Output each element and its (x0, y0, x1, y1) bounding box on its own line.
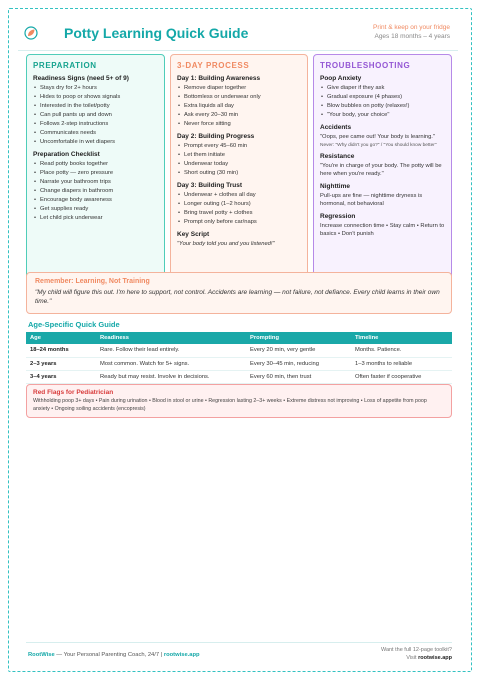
col-header-readiness: Readiness (96, 332, 246, 344)
table-row (26, 344, 452, 357)
regression-title: Regression (320, 212, 356, 220)
list-item: • Extra liquids all day (177, 102, 301, 111)
age-guide-title: Age-Specific Quick Guide (28, 320, 120, 329)
leaf-logo-icon (24, 26, 38, 40)
list-item: • Longer outing (1–2 hours) (177, 200, 301, 209)
red-flags-callout (26, 384, 452, 418)
list-item: • Place potty — zero pressure (33, 169, 158, 178)
poop-anxiety-list (320, 84, 445, 120)
day1-list (177, 84, 301, 129)
col-header-prompting: Prompting (246, 332, 351, 344)
table-cell: 2–3 years (26, 357, 96, 370)
list-item: • Ask every 20–30 min (177, 111, 301, 120)
header-notes (373, 24, 450, 40)
footer-cta: Want the full 12-page toolkit? (380, 647, 452, 653)
list-item: • Prompt only before car/naps (177, 218, 301, 227)
preparation-title: PREPARATION (33, 61, 97, 70)
remember-callout (26, 272, 452, 314)
accidents-text: "Oops, pee came out! Your body is learning." (320, 134, 435, 140)
list-item: • Stays dry for 2+ hours (33, 84, 158, 93)
nighttime-title: Nighttime (320, 182, 350, 190)
list-item: • Can pull pants up and down (33, 111, 158, 120)
readiness-title: Readiness Signs (need 5+ of 9) (33, 75, 129, 82)
process-title: 3-DAY PROCESS (177, 61, 250, 70)
red-flags-title: Red Flags for Pediatrician (33, 389, 114, 396)
list-item: • Read potty books together (33, 160, 158, 169)
list-item: • Change diapers in bathroom (33, 187, 158, 196)
list-item: • Give diaper if they ask (320, 84, 445, 93)
day2-title: Day 2: Building Progress (177, 133, 255, 140)
list-item: • Bring travel potty + clothes (177, 209, 301, 218)
troubleshooting-title: TROUBLESHOOTING (320, 61, 411, 70)
resistance-title: Resistance (320, 152, 355, 160)
day1-title: Day 1: Building Awareness (177, 75, 261, 82)
footer-visit-line (381, 654, 452, 662)
list-item: • Get supplies ready (33, 205, 158, 214)
list-item: • Blow bubbles on potty (relaxes!) (320, 102, 445, 111)
footer-divider (26, 642, 452, 643)
list-item: • Communicates needs (33, 129, 158, 138)
accidents-title: Accidents (320, 124, 352, 131)
list-item: • Gradual exposure (4 phases) (320, 93, 445, 102)
list-item: • Short outing (30 min) (177, 169, 301, 178)
table-cell: Months. Patience. (351, 344, 452, 357)
list-item: • Hides to poop or shows signals (33, 93, 158, 102)
day3-title: Day 3: Building Trust (177, 182, 243, 189)
list-item: • Uncomfortable in wet diapers (33, 138, 158, 147)
table-header-row (26, 332, 452, 344)
footer-link[interactable]: rootwise.app (163, 652, 200, 658)
footer-tagline: — Your Personal Parenting Coach, 24/7 | (54, 652, 164, 658)
footer-brand: RootWise (28, 652, 55, 658)
table-row (26, 370, 452, 383)
table-cell: Rare. Follow their lead entirely. (96, 344, 246, 357)
red-flags-text: Withholding poop 3+ days • Pain during urination • Blood in stool or urine • Regression lasting 2–3+ weeks • Extreme distress not improving • Loss of appetite from poop anxiety • Ongoing soiling accidents (encopresis) (33, 398, 427, 412)
accidents-never: Never: "Why didn't you go?" / "You should know better" (320, 142, 437, 148)
table-cell: Every 60 min, then trust (246, 370, 351, 383)
header (18, 18, 458, 52)
preparation-card (26, 54, 165, 298)
table-cell: 18–24 months (26, 344, 96, 357)
list-item: • Prompt every 45–60 min (177, 142, 301, 151)
table-cell: Often faster if cooperative (351, 370, 452, 383)
list-item: • Never force sitting (177, 120, 301, 129)
table-cell: 1–3 months to reliable (351, 357, 452, 370)
table-cell: Every 20 min, very gentle (246, 344, 351, 357)
header-divider (18, 50, 458, 51)
age-guide-table (26, 332, 452, 384)
table-cell: 3–4 years (26, 370, 96, 383)
page-title: Potty Learning Quick Guide (64, 25, 249, 41)
remember-title: Remember: Learning, Not Training (35, 278, 150, 285)
col-header-age: Age (26, 332, 96, 344)
list-item: • Underwear + clothes all day (177, 191, 301, 200)
resistance-text: "You're in charge of your body. The potty will be here when you're ready." (320, 162, 442, 177)
table-cell: Ready but may resist. Involve in decisions. (96, 370, 246, 383)
key-script: "Your body told you and you listened!" (177, 241, 275, 247)
list-item: • Let them initiate (177, 151, 301, 160)
troubleshooting-card (313, 54, 452, 298)
list-item: • Follows 2-step instructions (33, 120, 158, 129)
table-cell: Most common. Watch for 5+ signs. (96, 357, 246, 370)
process-card (170, 54, 308, 298)
list-item: • Narrate your bathroom trips (33, 178, 158, 187)
list-item: • "Your body, your choice" (320, 111, 445, 120)
list-item: • Underwear today (177, 160, 301, 169)
poop-anxiety-title: Poop Anxiety (320, 75, 362, 82)
regression-text: Increase connection time • Stay calm • Return to basics • Don't punish (320, 222, 445, 237)
footer-visit: Visit (406, 655, 419, 661)
checklist-list (33, 160, 158, 223)
day2-list (177, 142, 301, 178)
key-script-title: Key Script (177, 231, 210, 238)
nighttime-text: Pull-ups are fine — nighttime dryness is hormonal, not behavioral (320, 192, 423, 207)
table-cell: Every 30–45 min, reducing (246, 357, 351, 370)
footer-right (381, 646, 452, 662)
col-header-timeline: Timeline (351, 332, 452, 344)
list-item: • Remove diaper together (177, 84, 301, 93)
footer-left (28, 652, 200, 658)
list-item: • Interested in the toilet/potty (33, 102, 158, 111)
checklist-title: Preparation Checklist (33, 151, 100, 158)
list-item: • Encourage body awareness (33, 196, 158, 205)
remember-quote: "My child will figure this out. I'm here to support, not control. Accidents are learning — not failure, not defiance. Every child learns in their own time." (35, 289, 440, 305)
day3-list (177, 191, 301, 227)
footer-visit-link[interactable]: rootwise.app (418, 655, 452, 661)
readiness-list (33, 84, 158, 147)
list-item: • Let child pick underwear (33, 214, 158, 223)
list-item: • Bottomless or underwear only (177, 93, 301, 102)
table-row (26, 357, 452, 370)
age-range: Ages 18 months – 4 years (374, 33, 450, 40)
print-note: Print & keep on your fridge (373, 24, 450, 31)
